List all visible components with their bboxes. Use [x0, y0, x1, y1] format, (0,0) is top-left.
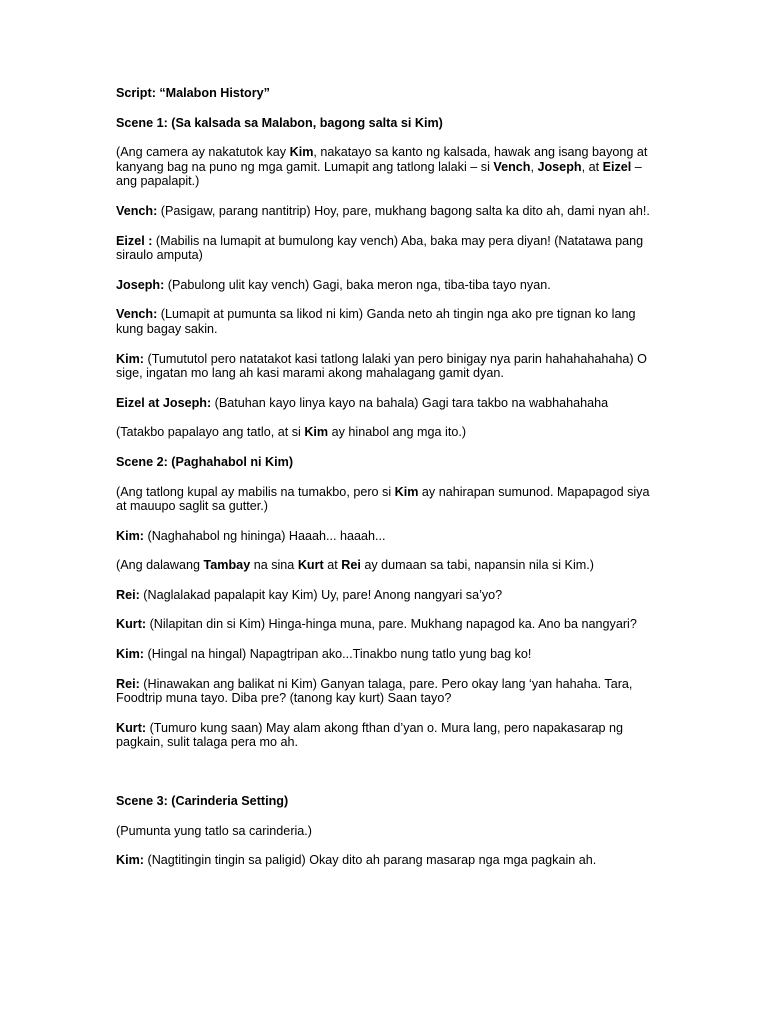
- speaker-name: Kim:: [116, 853, 144, 868]
- speaker-name: Vench:: [116, 307, 158, 322]
- dialogue-line: Kurt: (Tumuro kung saan) May alam akong fthan d’yan o. Mura lang, pero napakasarap ng pagkain, sulit talaga pera mo ah.: [116, 720, 624, 750]
- speaker-name: Vench:: [116, 203, 158, 218]
- dialogue-line: Joseph: (Pabulong ulit kay vench) Gagi, baka meron nga, tiba-tiba tayo nyan.: [116, 277, 551, 292]
- dialogue-line: Rei: (Hinawakan ang balikat ni Kim) Ganyan talaga, pare. Pero okay lang ‘yan hahaha. Tara, Foodtrip muna tayo. Diba pre? (tanong kay kurt) Saan tayo?: [116, 676, 633, 706]
- dialogue-line: Kim: (Naghahabol ng hininga) Haaah... haaah...: [116, 528, 386, 543]
- speaker-name: Eizel at Joseph:: [116, 395, 212, 410]
- dialogue-line: Kim: (Tumututol pero natatakot kasi tatlong lalaki yan pero binigay nya parin hahahahahaha) O sige, ingatan mo lang ah kasi marami akong mahalagang gamit dyan.: [116, 351, 647, 381]
- scene2-note: (Ang dalawang Tambay na sina Kurt at Rei ay dumaan sa tabi, napansin nila si Kim.): [116, 558, 594, 573]
- dialogue-line: Kim: (Nagtitingin tingin sa paligid) Okay dito ah parang masarap nga mga pagkain ah.: [116, 853, 597, 868]
- script-title: Script: “Malabon History”: [116, 86, 270, 100]
- dialogue-line: Eizel : (Mabilis na lumapit at bumulong kay vench) Aba, baka may pera diyan! (Natatawa pang siraulo amputa): [116, 233, 644, 263]
- scene3-heading: Scene 3: (Carinderia Setting): [116, 794, 289, 809]
- dialogue-line: Kim: (Hingal na hingal) Napagtripan ako...Tinakbo nung tatlo yung bag ko!: [116, 647, 532, 662]
- scene1-heading: Scene 1: (Sa kalsada sa Malabon, bagong salta si Kim): [116, 115, 443, 130]
- dialogue-line: Eizel at Joseph: (Batuhan kayo linya kayo na bahala) Gagi tara takbo na wabhahahaha: [116, 395, 609, 410]
- speaker-name: Kim:: [116, 528, 144, 543]
- speaker-name: Rei:: [116, 587, 140, 602]
- speaker-name: Kurt:: [116, 617, 147, 632]
- scene1-intro: (Ang camera ay nakatutok kay Kim, nakatayo sa kanto ng kalsada, hawak ang isang bayong at kanyang bag na puno ng mga gamit. Lumapit ang tatlong lalaki – si Vench, Joseph, at Eizel – ang papalapit.): [116, 145, 648, 189]
- speaker-name: Rei:: [116, 676, 140, 691]
- speaker-name: Kim:: [116, 351, 144, 366]
- speaker-name: Kurt:: [116, 720, 147, 735]
- dialogue-line: Vench: (Pasigaw, parang nantitrip) Hoy, pare, mukhang bagong salta ka dito ah, dami nyan ah!.: [116, 203, 650, 218]
- script-document: [116, 86, 656, 883]
- dialogue-line: Rei: (Naglalakad papalapit kay Kim) Uy, pare! Anong nangyari sa’yo?: [116, 587, 503, 602]
- speaker-name: Joseph:: [116, 277, 165, 292]
- dialogue-line: Kurt: (Nilapitan din si Kim) Hinga-hinga muna, pare. Mukhang napagod ka. Ano ba nangyari?: [116, 617, 637, 632]
- scene3-intro: (Pumunta yung tatlo sa carinderia.): [116, 823, 313, 838]
- scene1-outro: (Tatakbo papalayo ang tatlo, at si Kim ay hinabol ang mga ito.): [116, 425, 467, 440]
- scene2-intro: (Ang tatlong kupal ay mabilis na tumakbo, pero si Kim ay nahirapan sumunod. Mapapagod siya at mauupo saglit sa gutter.): [116, 484, 650, 514]
- scene2-heading: Scene 2: (Paghahabol ni Kim): [116, 454, 294, 469]
- speaker-name: Kim:: [116, 647, 144, 662]
- dialogue-line: Vench: (Lumapit at pumunta sa likod ni kim) Ganda neto ah tingin nga ako pre tignan ko lang kung bagay sakin.: [116, 307, 636, 336]
- speaker-name: Eizel :: [116, 233, 153, 248]
